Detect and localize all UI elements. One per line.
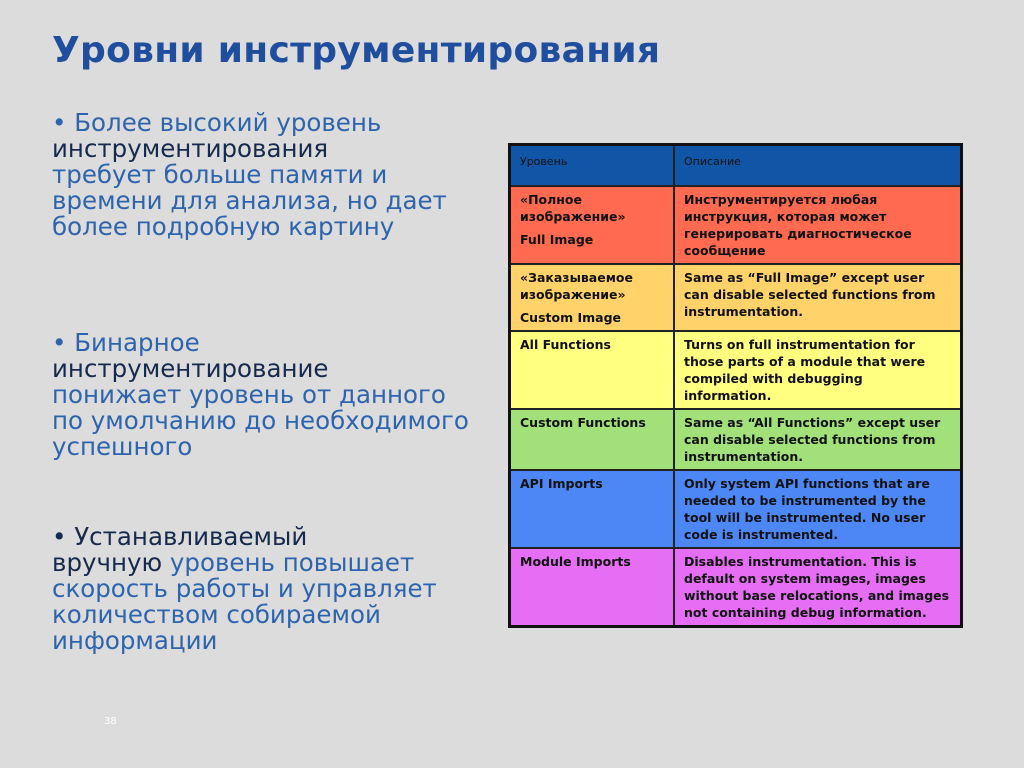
level-name: API Imports	[520, 476, 603, 491]
level-name: «Полное изображение»	[520, 192, 626, 224]
description-cell: Same as “Full Image” except user can disable selected functions from instrumentation.	[674, 264, 962, 331]
bullet-marker: •	[52, 328, 67, 357]
bullet-item	[52, 330, 482, 460]
level-name: «Заказываемое изображение»	[520, 270, 633, 302]
bullet-text: уровень повышает скорость работы и управляет количеством собираемой информации	[52, 548, 437, 655]
table-row	[510, 186, 962, 264]
level-name-en: Full Image	[520, 232, 594, 247]
level-cell	[510, 409, 675, 470]
table-row	[510, 470, 962, 548]
bullet-item	[52, 524, 482, 654]
table-row	[510, 548, 962, 627]
bullet-marker: •	[52, 108, 67, 137]
level-name: Module Imports	[520, 554, 631, 569]
description-cell: Disables instrumentation. This is default on system images, images without base relocations, and images not containing debug information.	[674, 548, 962, 627]
bullet-text: понижает уровень от данного по умолчанию до необходимого успешного	[52, 380, 469, 461]
bullet-lead: Устанавливаемый	[74, 522, 308, 551]
header-level: Уровень	[510, 145, 675, 187]
level-cell	[510, 470, 675, 548]
table-header-row	[510, 145, 962, 187]
table-row	[510, 409, 962, 470]
table-row	[510, 264, 962, 331]
bullet-marker: •	[52, 522, 67, 551]
level-cell	[510, 548, 675, 627]
bullet-highlight: инструментирования	[52, 134, 329, 163]
level-name: All Functions	[520, 337, 611, 352]
header-description: Описание	[674, 145, 962, 187]
description-cell: Only system API functions that are needed to be instrumented by the tool will be instrumented. No user code is instrumented.	[674, 470, 962, 548]
bullet-item	[52, 110, 482, 240]
level-name-en: Custom Image	[520, 310, 621, 325]
description-cell: Same as “All Functions” except user can disable selected functions from instrumentation.	[674, 409, 962, 470]
bullet-highlight: инструментирование	[52, 354, 329, 383]
description-cell: Инструментируется любая инструкция, которая может генерировать диагностическое сообщение	[674, 186, 962, 264]
level-name: Custom Functions	[520, 415, 646, 430]
bullet-highlight: вручную	[52, 548, 163, 577]
level-cell	[510, 331, 675, 409]
level-cell	[510, 264, 675, 331]
description-cell: Turns on full instrumentation for those parts of a module that were compiled with debugging information.	[674, 331, 962, 409]
page-number: 38	[104, 716, 117, 727]
table-row	[510, 331, 962, 409]
bullet-lead: Бинарное	[74, 328, 200, 357]
page-title: Уровни инструментирования	[52, 30, 661, 71]
instrumentation-levels-table	[508, 143, 963, 628]
level-cell	[510, 186, 675, 264]
bullet-text: требует больше памяти и времени для анализа, но дает более подробную картину	[52, 160, 447, 241]
bullet-lead: Более высокий уровень	[74, 108, 382, 137]
